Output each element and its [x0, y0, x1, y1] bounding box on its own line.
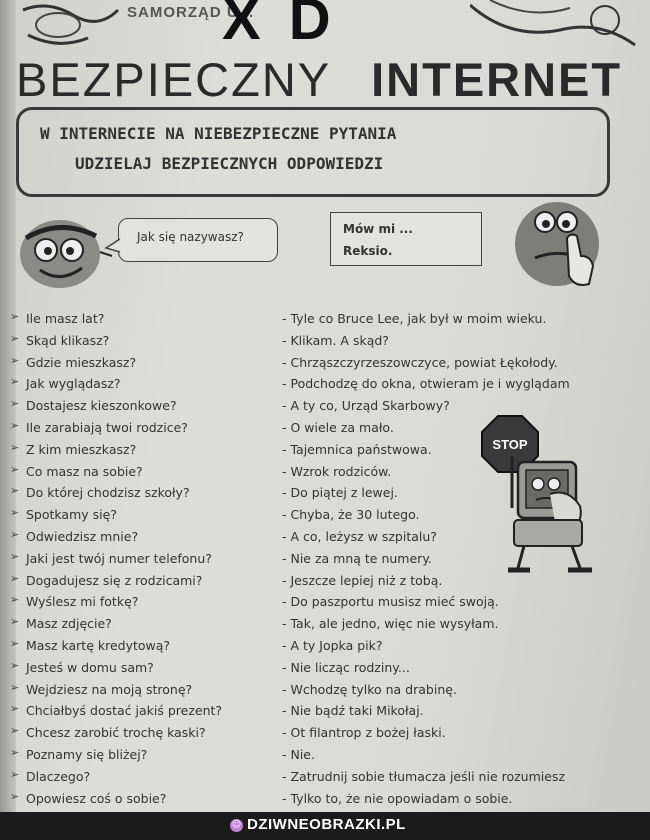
- answer-text: - Tylko to, że nie opowiadam o sobie.: [282, 790, 513, 806]
- qa-row: [0, 767, 650, 789]
- site-logo-icon: ☺: [231, 820, 242, 830]
- qa-row: [0, 614, 650, 636]
- stop-sign-text: STOP: [492, 437, 528, 452]
- qa-row: [0, 680, 650, 702]
- top-cartoon-right: [470, 0, 640, 52]
- qa-row: [0, 658, 650, 680]
- question-text: Do której chodzisz szkoły?: [26, 485, 190, 501]
- bullet-arrow-icon: ➢: [10, 397, 20, 411]
- bullet-arrow-icon: ➢: [10, 746, 20, 759]
- answer-text: - Wzrok rodziców.: [282, 463, 392, 479]
- question-text: Gdzie mieszkasz?: [26, 354, 137, 370]
- question-text: Z kim mieszkasz?: [26, 441, 137, 457]
- answer-text: - Do paszportu musisz mieć swoją.: [282, 594, 499, 610]
- bullet-arrow-icon: ➢: [10, 658, 20, 672]
- qa-row: [0, 789, 650, 811]
- answer-text: - Chyba, że 30 lutego.: [282, 507, 420, 523]
- question-text: Masz zdjęcie?: [26, 616, 112, 632]
- answer-text: - O wiele za mało.: [282, 420, 394, 435]
- answer-text: - Do piątej z lewej.: [282, 485, 398, 501]
- answer-text: - Nie licząc rodziny...: [282, 659, 410, 675]
- speech-bubble-tail: [104, 238, 124, 254]
- bullet-arrow-icon: ➢: [10, 462, 20, 476]
- bullet-arrow-icon: ➢: [10, 506, 20, 520]
- qa-row: [0, 353, 650, 375]
- bullet-arrow-icon: ➢: [10, 549, 20, 563]
- question-text: Jak wyglądasz?: [26, 376, 121, 392]
- question-text: Ile zarabiają twoi rodzice?: [26, 420, 188, 435]
- qa-row: [0, 462, 650, 484]
- answer-text: - Nie bądź taki Mikołaj.: [282, 703, 424, 719]
- question-text: Skąd klikasz?: [26, 332, 110, 348]
- bullet-arrow-icon: ➢: [10, 310, 20, 323]
- top-cartoon-left: [18, 0, 128, 60]
- bullet-arrow-icon: ➢: [10, 353, 20, 367]
- bullet-arrow-icon: ➢: [10, 789, 20, 803]
- question-text: Masz kartę kredytową?: [26, 638, 171, 653]
- question-text: Chciałbyś dostać jakiś prezent?: [26, 703, 223, 719]
- question-text: Dlaczego?: [26, 768, 91, 784]
- qa-row: [0, 396, 650, 418]
- bullet-arrow-icon: ➢: [10, 571, 20, 585]
- answer-text: - A ty co, Urząd Skarbowy?: [282, 398, 450, 414]
- qa-row: [0, 418, 650, 440]
- answer-text: - A co, leżysz w szpitalu?: [282, 529, 437, 544]
- qa-row: [0, 331, 650, 353]
- bullet-arrow-icon: ➢: [10, 637, 20, 650]
- qa-row: [0, 483, 650, 505]
- qa-row: [0, 571, 650, 593]
- header-text: SAMORZĄD U...: [127, 4, 255, 21]
- answer-text: - Tyle co Bruce Lee, jak był w moim wieku.: [282, 311, 547, 326]
- bullet-arrow-icon: ➢: [10, 484, 20, 498]
- answer-text: - Zatrudnij sobie tłumacza jeśli nie rozumiesz: [282, 768, 566, 784]
- speech-bubble-right-line-2: Reksio.: [343, 244, 393, 258]
- answer-text: - Tajemnica państwowa.: [282, 441, 432, 457]
- question-text: Dogadujesz się z rodzicami?: [26, 572, 203, 588]
- answer-text: - Klikam. A skąd?: [282, 332, 389, 348]
- qa-row: [0, 636, 650, 658]
- question-text: Chcesz zarobić trochę kaski?: [26, 725, 206, 741]
- bullet-arrow-icon: ➢: [10, 375, 20, 389]
- answer-text: - Nie.: [282, 747, 315, 762]
- qa-row: [0, 723, 650, 745]
- question-text: Jesteś w domu sam?: [26, 659, 154, 675]
- bullet-arrow-icon: ➢: [10, 615, 20, 629]
- shushing-face-icon: [505, 196, 615, 296]
- qa-row: [0, 592, 650, 614]
- answer-text: - Nie za mną te numery.: [282, 550, 432, 566]
- bullet-arrow-icon: ➢: [10, 419, 20, 432]
- banner-line-2: UDZIELAJ BEZPIECZNYCH ODPOWIEDZI: [75, 154, 384, 173]
- title-word-1: BEZPIECZNY: [16, 53, 332, 106]
- bullet-arrow-icon: ➢: [10, 593, 20, 607]
- bullet-arrow-icon: ➢: [10, 702, 20, 716]
- question-text: Jaki jest twój numer telefonu?: [26, 550, 212, 566]
- bullet-arrow-icon: ➢: [10, 528, 20, 541]
- banner-frame: [16, 107, 610, 197]
- banner-line-1: W INTERNECIE NA NIEBEZPIECZNE PYTANIA: [40, 124, 397, 143]
- question-text: Odwiedzisz mnie?: [26, 529, 139, 544]
- question-text: Spotkamy się?: [26, 507, 117, 523]
- answer-text: - Jeszcze lepiej niż z tobą.: [282, 572, 443, 588]
- overlay-text: X D: [222, 0, 337, 52]
- bullet-arrow-icon: ➢: [10, 680, 20, 694]
- footer-site-name[interactable]: DZIWNEOBRAZKI.PL: [247, 816, 406, 833]
- answer-text: - A ty Jopka pik?: [282, 638, 383, 653]
- qa-row: [0, 745, 650, 767]
- question-text: Poznamy się bliżej?: [26, 747, 148, 762]
- answer-text: - Chrząszczyrzeszowczyce, powiat Łękołody.: [282, 354, 558, 370]
- bullet-arrow-icon: ➢: [10, 767, 20, 781]
- question-text: Wejdziesz na moją stronę?: [26, 681, 193, 697]
- answer-text: - Tak, ale jedno, więc nie wysyłam.: [282, 616, 499, 632]
- question-text: Wyślesz mi fotkę?: [26, 594, 139, 610]
- qa-row: [0, 701, 650, 723]
- speech-bubble-right-line-1: Mów mi ...: [343, 222, 413, 236]
- page-title: [16, 52, 636, 107]
- bullet-arrow-icon: ➢: [10, 440, 20, 454]
- answer-text: - Wchodzę tylko na drabinę.: [282, 681, 457, 697]
- qa-row: [0, 527, 650, 549]
- question-text: Opowiesz coś o sobie?: [26, 790, 167, 806]
- qa-row: [0, 374, 650, 396]
- bullet-arrow-icon: ➢: [10, 724, 20, 738]
- qa-row: [0, 505, 650, 527]
- question-text: Ile masz lat?: [26, 311, 105, 326]
- question-text: Co masz na sobie?: [26, 463, 143, 479]
- bullet-arrow-icon: ➢: [10, 331, 20, 345]
- qa-row: [0, 549, 650, 571]
- speech-bubble-left-text: Jak się nazywasz?: [137, 230, 244, 244]
- question-text: Dostajesz kieszonkowe?: [26, 398, 177, 414]
- qa-row: [0, 440, 650, 462]
- cartoon-face-icon: [12, 212, 117, 292]
- title-word-2: INTERNET: [371, 53, 623, 106]
- answer-text: - Podchodzę do okna, otwieram je i wyglądam: [282, 376, 570, 392]
- answer-text: - Ot filantrop z bożej łaski.: [282, 725, 446, 741]
- qa-row: [0, 309, 650, 331]
